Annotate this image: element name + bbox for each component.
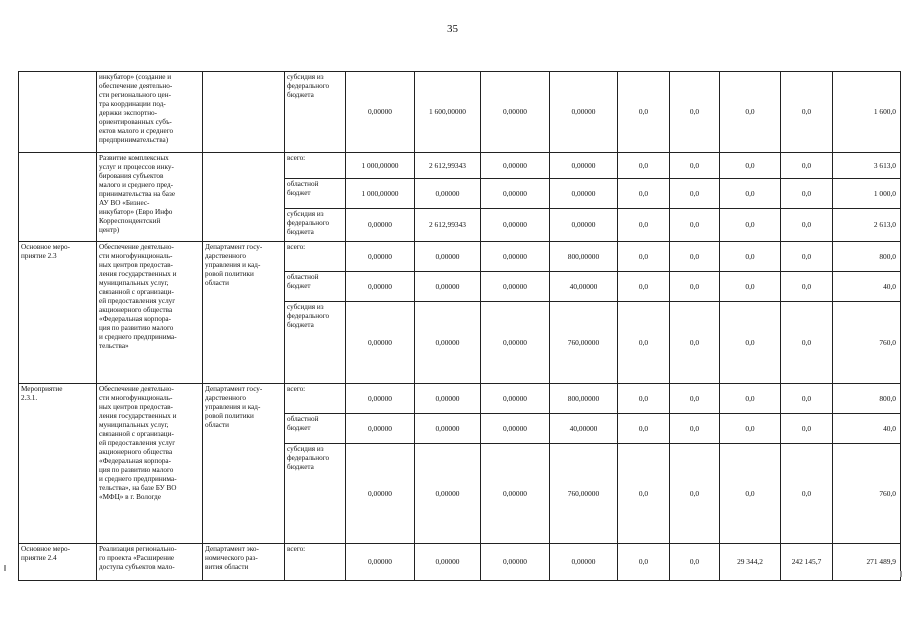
amount-value: 0,00000 bbox=[550, 153, 618, 179]
amount-value: 0,00000 bbox=[346, 444, 415, 544]
amount-value: 0,0 bbox=[670, 544, 720, 581]
amount-value: 0,00000 bbox=[415, 302, 481, 384]
amount-value: 0,0 bbox=[670, 272, 720, 302]
amount-value: 0,0 bbox=[670, 209, 720, 242]
amount-value: 0,00000 bbox=[550, 544, 618, 581]
amount-value: 0,0 bbox=[720, 414, 781, 444]
amount-value: 0,0 bbox=[781, 272, 833, 302]
measure-label: Основное меро- приятие 2.3 bbox=[19, 242, 97, 384]
table-row bbox=[19, 72, 901, 153]
total-value: 2 613,0 bbox=[833, 209, 901, 242]
amount-value: 0,00000 bbox=[415, 414, 481, 444]
measure-description: инкубатор» (создание и обеспечение деятельно- сти регионального цен- тра координации под- держки экспортно- ориентированных субъ- ектов малого и среднего предпринимательства) bbox=[97, 72, 203, 153]
total-value: 800,0 bbox=[833, 384, 901, 414]
total-value: 271 489,9 bbox=[833, 544, 901, 581]
amount-value: 0,0 bbox=[618, 384, 670, 414]
amount-value: 0,00000 bbox=[481, 72, 550, 153]
total-value: 760,0 bbox=[833, 302, 901, 384]
amount-value: 0,00000 bbox=[481, 544, 550, 581]
amount-value: 0,0 bbox=[618, 179, 670, 209]
amount-value: 0,0 bbox=[781, 384, 833, 414]
amount-value: 0,00000 bbox=[481, 444, 550, 544]
amount-value: 0,00000 bbox=[415, 272, 481, 302]
total-value: 40,0 bbox=[833, 272, 901, 302]
funding-source: областной бюджет bbox=[285, 272, 346, 302]
funding-source: субсидия из федерального бюджета bbox=[285, 209, 346, 242]
amount-value: 0,0 bbox=[781, 72, 833, 153]
amount-value: 0,0 bbox=[670, 444, 720, 544]
amount-value: 800,00000 bbox=[550, 242, 618, 272]
amount-value: 0,0 bbox=[670, 414, 720, 444]
amount-value: 0,0 bbox=[720, 242, 781, 272]
table-row bbox=[19, 153, 901, 179]
amount-value: 0,00000 bbox=[481, 272, 550, 302]
amount-value: 1 000,00000 bbox=[346, 179, 415, 209]
responsible-executor bbox=[203, 153, 285, 242]
amount-value: 0,00000 bbox=[346, 544, 415, 581]
amount-value: 0,0 bbox=[618, 72, 670, 153]
amount-value: 0,0 bbox=[618, 242, 670, 272]
funding-source: всего: bbox=[285, 242, 346, 272]
amount-value: 0,00000 bbox=[415, 544, 481, 581]
funding-source: субсидия из федерального бюджета bbox=[285, 302, 346, 384]
amount-value: 0,0 bbox=[781, 242, 833, 272]
amount-value: 29 344,2 bbox=[720, 544, 781, 581]
amount-value: 0,00000 bbox=[415, 179, 481, 209]
amount-value: 0,0 bbox=[720, 153, 781, 179]
amount-value: 0,0 bbox=[670, 153, 720, 179]
amount-value: 0,0 bbox=[781, 209, 833, 242]
amount-value: 0,0 bbox=[781, 302, 833, 384]
amount-value: 0,00000 bbox=[481, 209, 550, 242]
amount-value: 2 612,99343 bbox=[415, 153, 481, 179]
page-number: 35 bbox=[447, 23, 458, 35]
total-value: 40,0 bbox=[833, 414, 901, 444]
amount-value: 0,00000 bbox=[481, 242, 550, 272]
amount-value: 0,0 bbox=[618, 544, 670, 581]
amount-value: 0,00000 bbox=[481, 179, 550, 209]
amount-value: 0,0 bbox=[720, 72, 781, 153]
amount-value: 0,0 bbox=[618, 153, 670, 179]
amount-value: 1 600,00000 bbox=[415, 72, 481, 153]
funding-source: областной бюджет bbox=[285, 414, 346, 444]
amount-value: 0,00000 bbox=[481, 153, 550, 179]
amount-value: 0,0 bbox=[720, 272, 781, 302]
measure-description: Реализация регионально- го проекта «Расширение доступа субъектов мало- bbox=[97, 544, 203, 581]
amount-value: 0,0 bbox=[618, 272, 670, 302]
amount-value: 0,00000 bbox=[550, 179, 618, 209]
measure-label: Основное меро- приятие 2.4 bbox=[19, 544, 97, 581]
measure-label bbox=[19, 153, 97, 242]
amount-value: 0,00000 bbox=[415, 384, 481, 414]
scan-mark bbox=[900, 571, 902, 577]
amount-value: 0,0 bbox=[618, 444, 670, 544]
budget-table bbox=[18, 71, 901, 581]
table-row bbox=[19, 242, 901, 272]
total-value: 800,0 bbox=[833, 242, 901, 272]
amount-value: 0,00000 bbox=[346, 302, 415, 384]
amount-value: 0,0 bbox=[781, 444, 833, 544]
amount-value: 800,00000 bbox=[550, 384, 618, 414]
amount-value: 0,0 bbox=[670, 72, 720, 153]
amount-value: 0,0 bbox=[670, 302, 720, 384]
amount-value: 0,0 bbox=[720, 209, 781, 242]
amount-value: 0,0 bbox=[781, 414, 833, 444]
amount-value: 0,00000 bbox=[415, 242, 481, 272]
amount-value: 0,0 bbox=[781, 153, 833, 179]
amount-value: 0,00000 bbox=[346, 272, 415, 302]
total-value: 1 600,0 bbox=[833, 72, 901, 153]
amount-value: 0,00000 bbox=[481, 302, 550, 384]
amount-value: 760,00000 bbox=[550, 302, 618, 384]
scan-mark bbox=[4, 565, 6, 571]
amount-value: 0,00000 bbox=[481, 414, 550, 444]
amount-value: 40,00000 bbox=[550, 272, 618, 302]
amount-value: 0,0 bbox=[618, 209, 670, 242]
amount-value: 242 145,7 bbox=[781, 544, 833, 581]
amount-value: 0,0 bbox=[618, 414, 670, 444]
total-value: 760,0 bbox=[833, 444, 901, 544]
amount-value: 0,00000 bbox=[550, 209, 618, 242]
total-value: 1 000,0 bbox=[833, 179, 901, 209]
measure-description: Обеспечение деятельно- сти многофункциональ- ных центров предостав- ления государственных и муниципальных услуг, связанной с организаци- ей предоставления услуг акционерного общества «Федеральная корпора- ция по развитию малого и среднего предпринима- тельства» bbox=[97, 242, 203, 384]
responsible-executor bbox=[203, 72, 285, 153]
amount-value: 0,0 bbox=[720, 444, 781, 544]
responsible-executor: Департамент госу- дарственного управления и кад- ровой политики области bbox=[203, 242, 285, 384]
measure-description: Обеспечение деятельно- сти многофункциональ- ных центров предостав- ления государственных и муниципальных услуг, связанной с организаци- ей предоставления услуг акционерного общества «Федеральная корпора- ция по развитию малого и среднего предпринима- тельства», на базе БУ ВО «МФЦ» в г. Вологде bbox=[97, 384, 203, 544]
amount-value: 0,00000 bbox=[346, 209, 415, 242]
funding-source: всего: bbox=[285, 384, 346, 414]
amount-value: 0,00000 bbox=[550, 72, 618, 153]
amount-value: 0,00000 bbox=[415, 444, 481, 544]
table-row bbox=[19, 544, 901, 581]
amount-value: 0,0 bbox=[720, 384, 781, 414]
amount-value: 0,0 bbox=[670, 179, 720, 209]
amount-value: 0,00000 bbox=[346, 72, 415, 153]
amount-value: 0,0 bbox=[670, 384, 720, 414]
funding-source: субсидия из федерального бюджета bbox=[285, 72, 346, 153]
amount-value: 0,00000 bbox=[346, 384, 415, 414]
amount-value: 0,0 bbox=[781, 179, 833, 209]
amount-value: 0,0 bbox=[618, 302, 670, 384]
amount-value: 760,00000 bbox=[550, 444, 618, 544]
funding-source: всего: bbox=[285, 544, 346, 581]
responsible-executor: Департамент госу- дарственного управления и кад- ровой политики области bbox=[203, 384, 285, 544]
amount-value: 0,00000 bbox=[346, 414, 415, 444]
measure-description: Развитие комплексных услуг и процессов инку- бирования субъектов малого и среднего пред- принимательства на базе АУ ВО «Бизнес- инкубатор» (Евро Инфо Корреспондентский центр) bbox=[97, 153, 203, 242]
amount-value: 0,0 bbox=[720, 179, 781, 209]
total-value: 3 613,0 bbox=[833, 153, 901, 179]
funding-source: областной бюджет bbox=[285, 179, 346, 209]
amount-value: 1 000,00000 bbox=[346, 153, 415, 179]
measure-label: Мероприятие 2.3.1. bbox=[19, 384, 97, 544]
measure-label bbox=[19, 72, 97, 153]
amount-value: 0,0 bbox=[720, 302, 781, 384]
amount-value: 0,00000 bbox=[346, 242, 415, 272]
amount-value: 40,00000 bbox=[550, 414, 618, 444]
amount-value: 2 612,99343 bbox=[415, 209, 481, 242]
funding-source: субсидия из федерального бюджета bbox=[285, 444, 346, 544]
amount-value: 0,00000 bbox=[481, 384, 550, 414]
responsible-executor: Департамент эко- номического раз- вития области bbox=[203, 544, 285, 581]
funding-source: всего: bbox=[285, 153, 346, 179]
amount-value: 0,0 bbox=[670, 242, 720, 272]
table-row bbox=[19, 384, 901, 414]
